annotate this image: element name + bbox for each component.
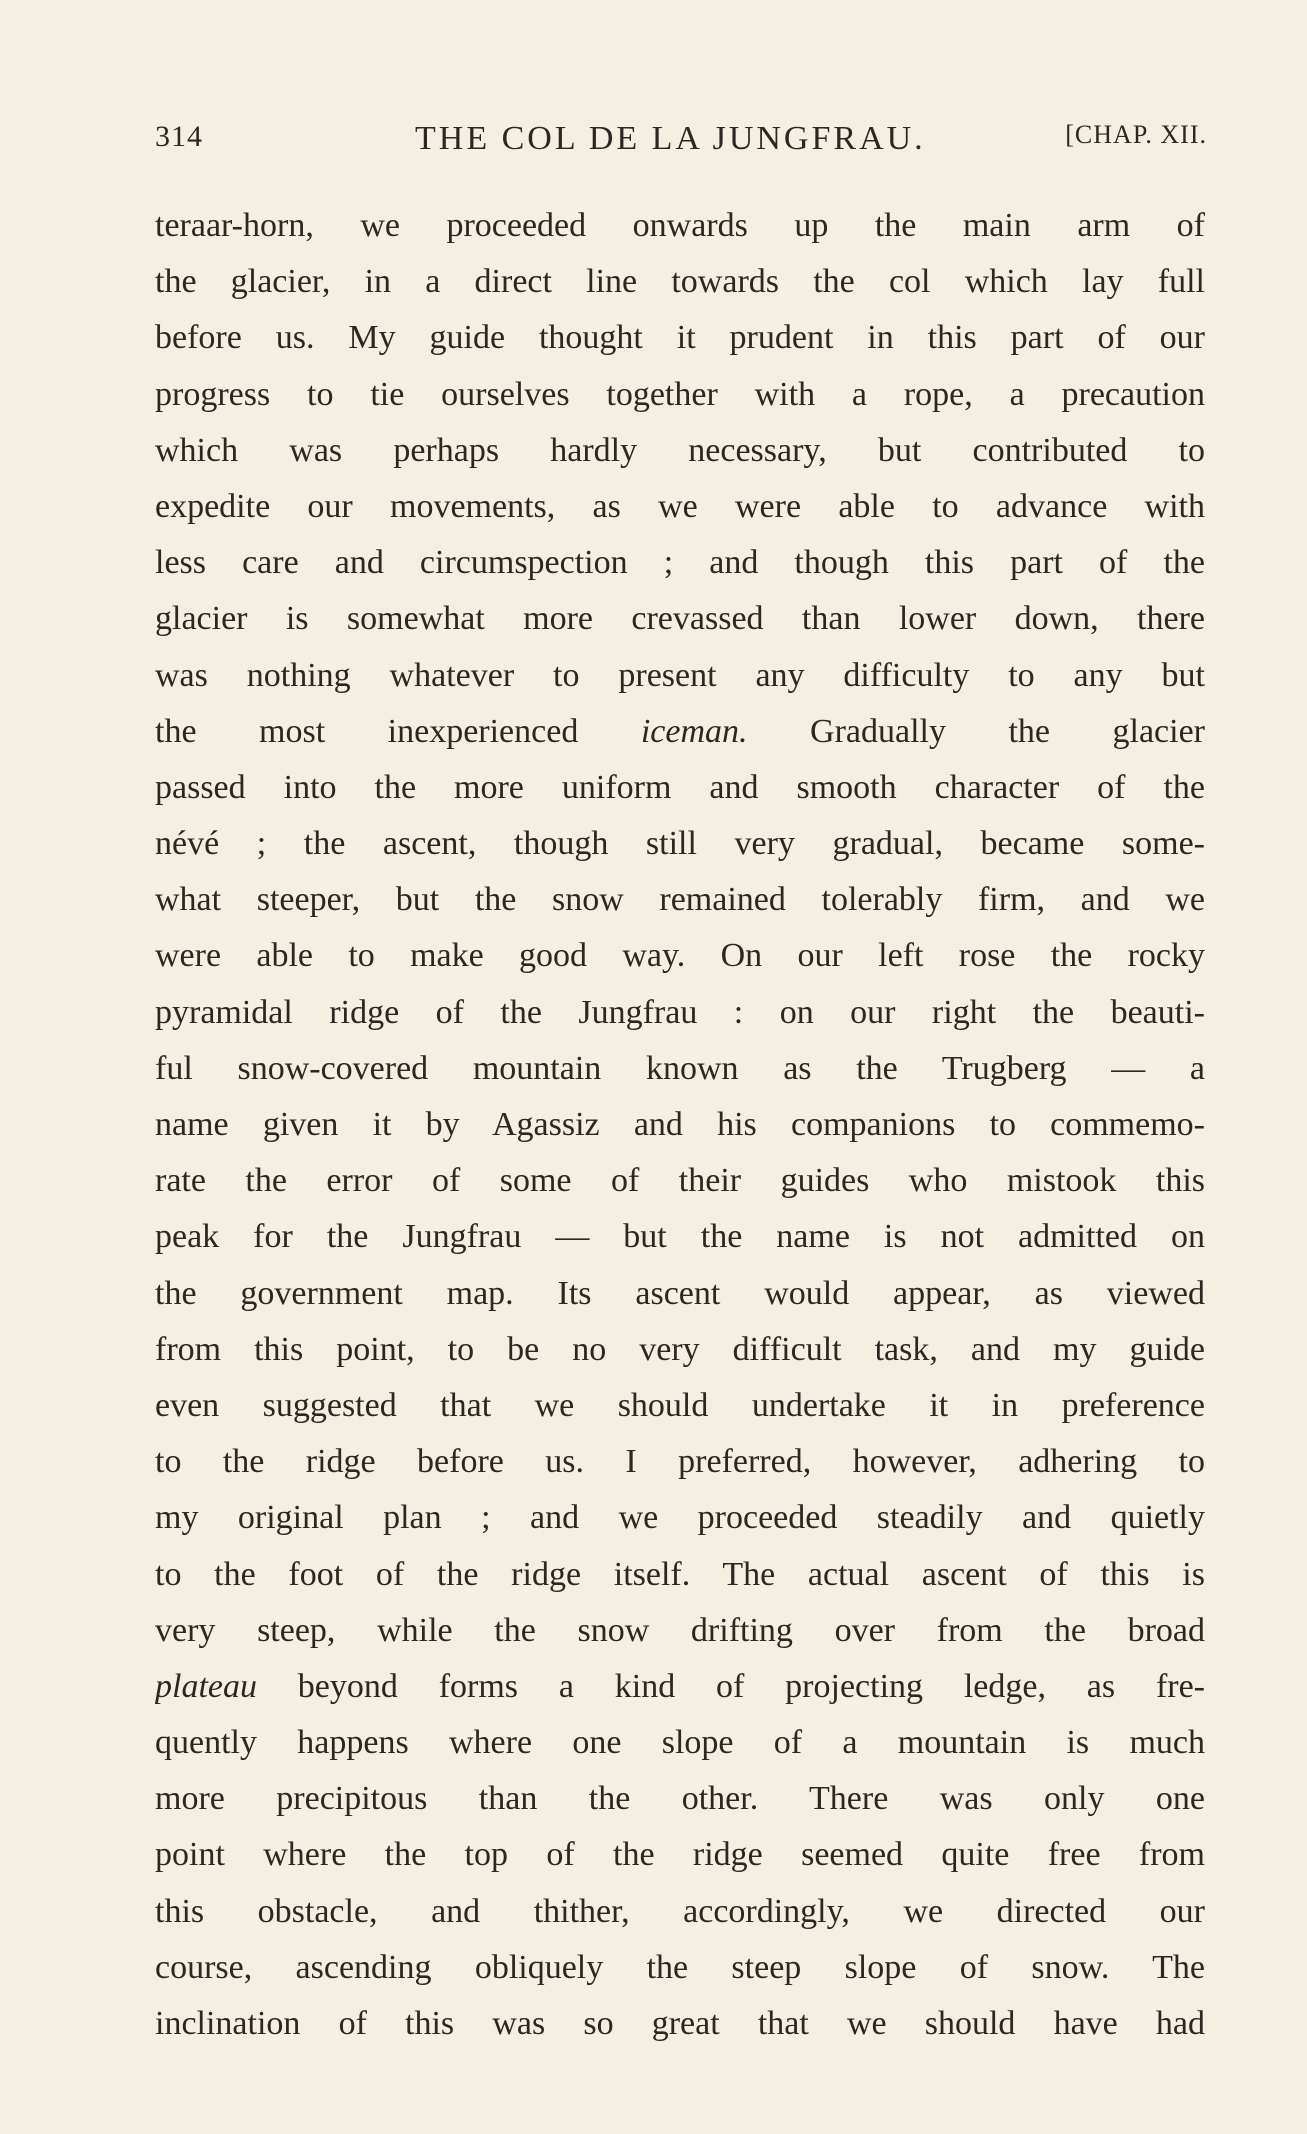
text-line: rate the error of some of their guides who mistook this (155, 1162, 1205, 1200)
text-line: what steeper, but the snow remained tolerably firm, and we (155, 881, 1205, 919)
text-line: course, ascending obliquely the steep slope of snow. The (155, 1948, 1205, 1986)
text-line: expedite our movements, as we were able to advance with (155, 487, 1205, 525)
text-line: progress to tie ourselves together with a rope, a precaution (155, 375, 1205, 413)
text-line: which was perhaps hardly necessary, but contributed to (155, 431, 1205, 469)
italic-word: plateau (155, 1667, 257, 1705)
text-line (155, 704, 1205, 760)
chapter-title: THE COL DE LA JUNGFRAU. (415, 120, 926, 157)
text-line: name given it by Agassiz and his companions to commemo- (155, 1106, 1205, 1143)
text-line: glacier is somewhat more crevassed than lower down, there (155, 600, 1205, 638)
italic-word: iceman. (640, 712, 748, 750)
text-line: even suggested that we should undertake it in preference (155, 1386, 1205, 1424)
text-line (155, 1659, 1205, 1715)
text-line-segment: Gradually the glacier (747, 712, 1205, 750)
text-line: were able to make good way. On our left rose the rocky (155, 937, 1205, 975)
text-line: inclination of this was so great that we should have had (155, 2005, 1205, 2042)
text-line: less care and circumspection ; and though this part of the (155, 544, 1205, 582)
text-line: point where the top of the ridge seemed quite free from (155, 1836, 1205, 1874)
text-line: peak for the Jungfrau — but the name is not admitted on (155, 1218, 1205, 1256)
text-line: névé ; the ascent, though still very gradual, became some- (155, 825, 1205, 863)
text-line: to the ridge before us. I preferred, however, adhering to (155, 1443, 1205, 1481)
text-line-segment: beyond forms a kind of projecting ledge, as fre- (256, 1667, 1205, 1705)
text-line: this obstacle, and thither, accordingly, we directed our (155, 1892, 1205, 1930)
text-line: quently happens where one slope of a mountain is much (155, 1724, 1205, 1762)
chapter-reference: [CHAP. XII. (1065, 120, 1207, 149)
text-line: before us. My guide thought it prudent in this part of our (155, 319, 1205, 357)
text-line: very steep, while the snow drifting over from the broad (155, 1611, 1205, 1649)
text-line: pyramidal ridge of the Jungfrau : on our right the beauti- (155, 993, 1205, 1031)
text-line: was nothing whatever to present any difficulty to any but (155, 656, 1205, 694)
text-line: more precipitous than the other. There was only one (155, 1780, 1205, 1818)
running-head (155, 120, 1207, 160)
text-line: to the foot of the ridge itself. The actual ascent of this is (155, 1555, 1205, 1593)
text-line-segment: the most inexperienced (155, 712, 641, 750)
body-text (155, 198, 1205, 2052)
page-number: 314 (155, 120, 203, 153)
text-line: ful snow-covered mountain known as the Trugberg — a (155, 1049, 1205, 1087)
text-line: passed into the more uniform and smooth character of the (155, 768, 1205, 806)
text-line: the glacier, in a direct line towards the col which lay full (155, 263, 1205, 301)
text-line: from this point, to be no very difficult task, and my guide (155, 1330, 1205, 1368)
text-line: my original plan ; and we proceeded steadily and quietly (155, 1499, 1205, 1537)
text-line: the government map. Its ascent would appear, as viewed (155, 1274, 1205, 1312)
text-line: teraar-horn, we proceeded onwards up the main arm of (155, 207, 1205, 244)
